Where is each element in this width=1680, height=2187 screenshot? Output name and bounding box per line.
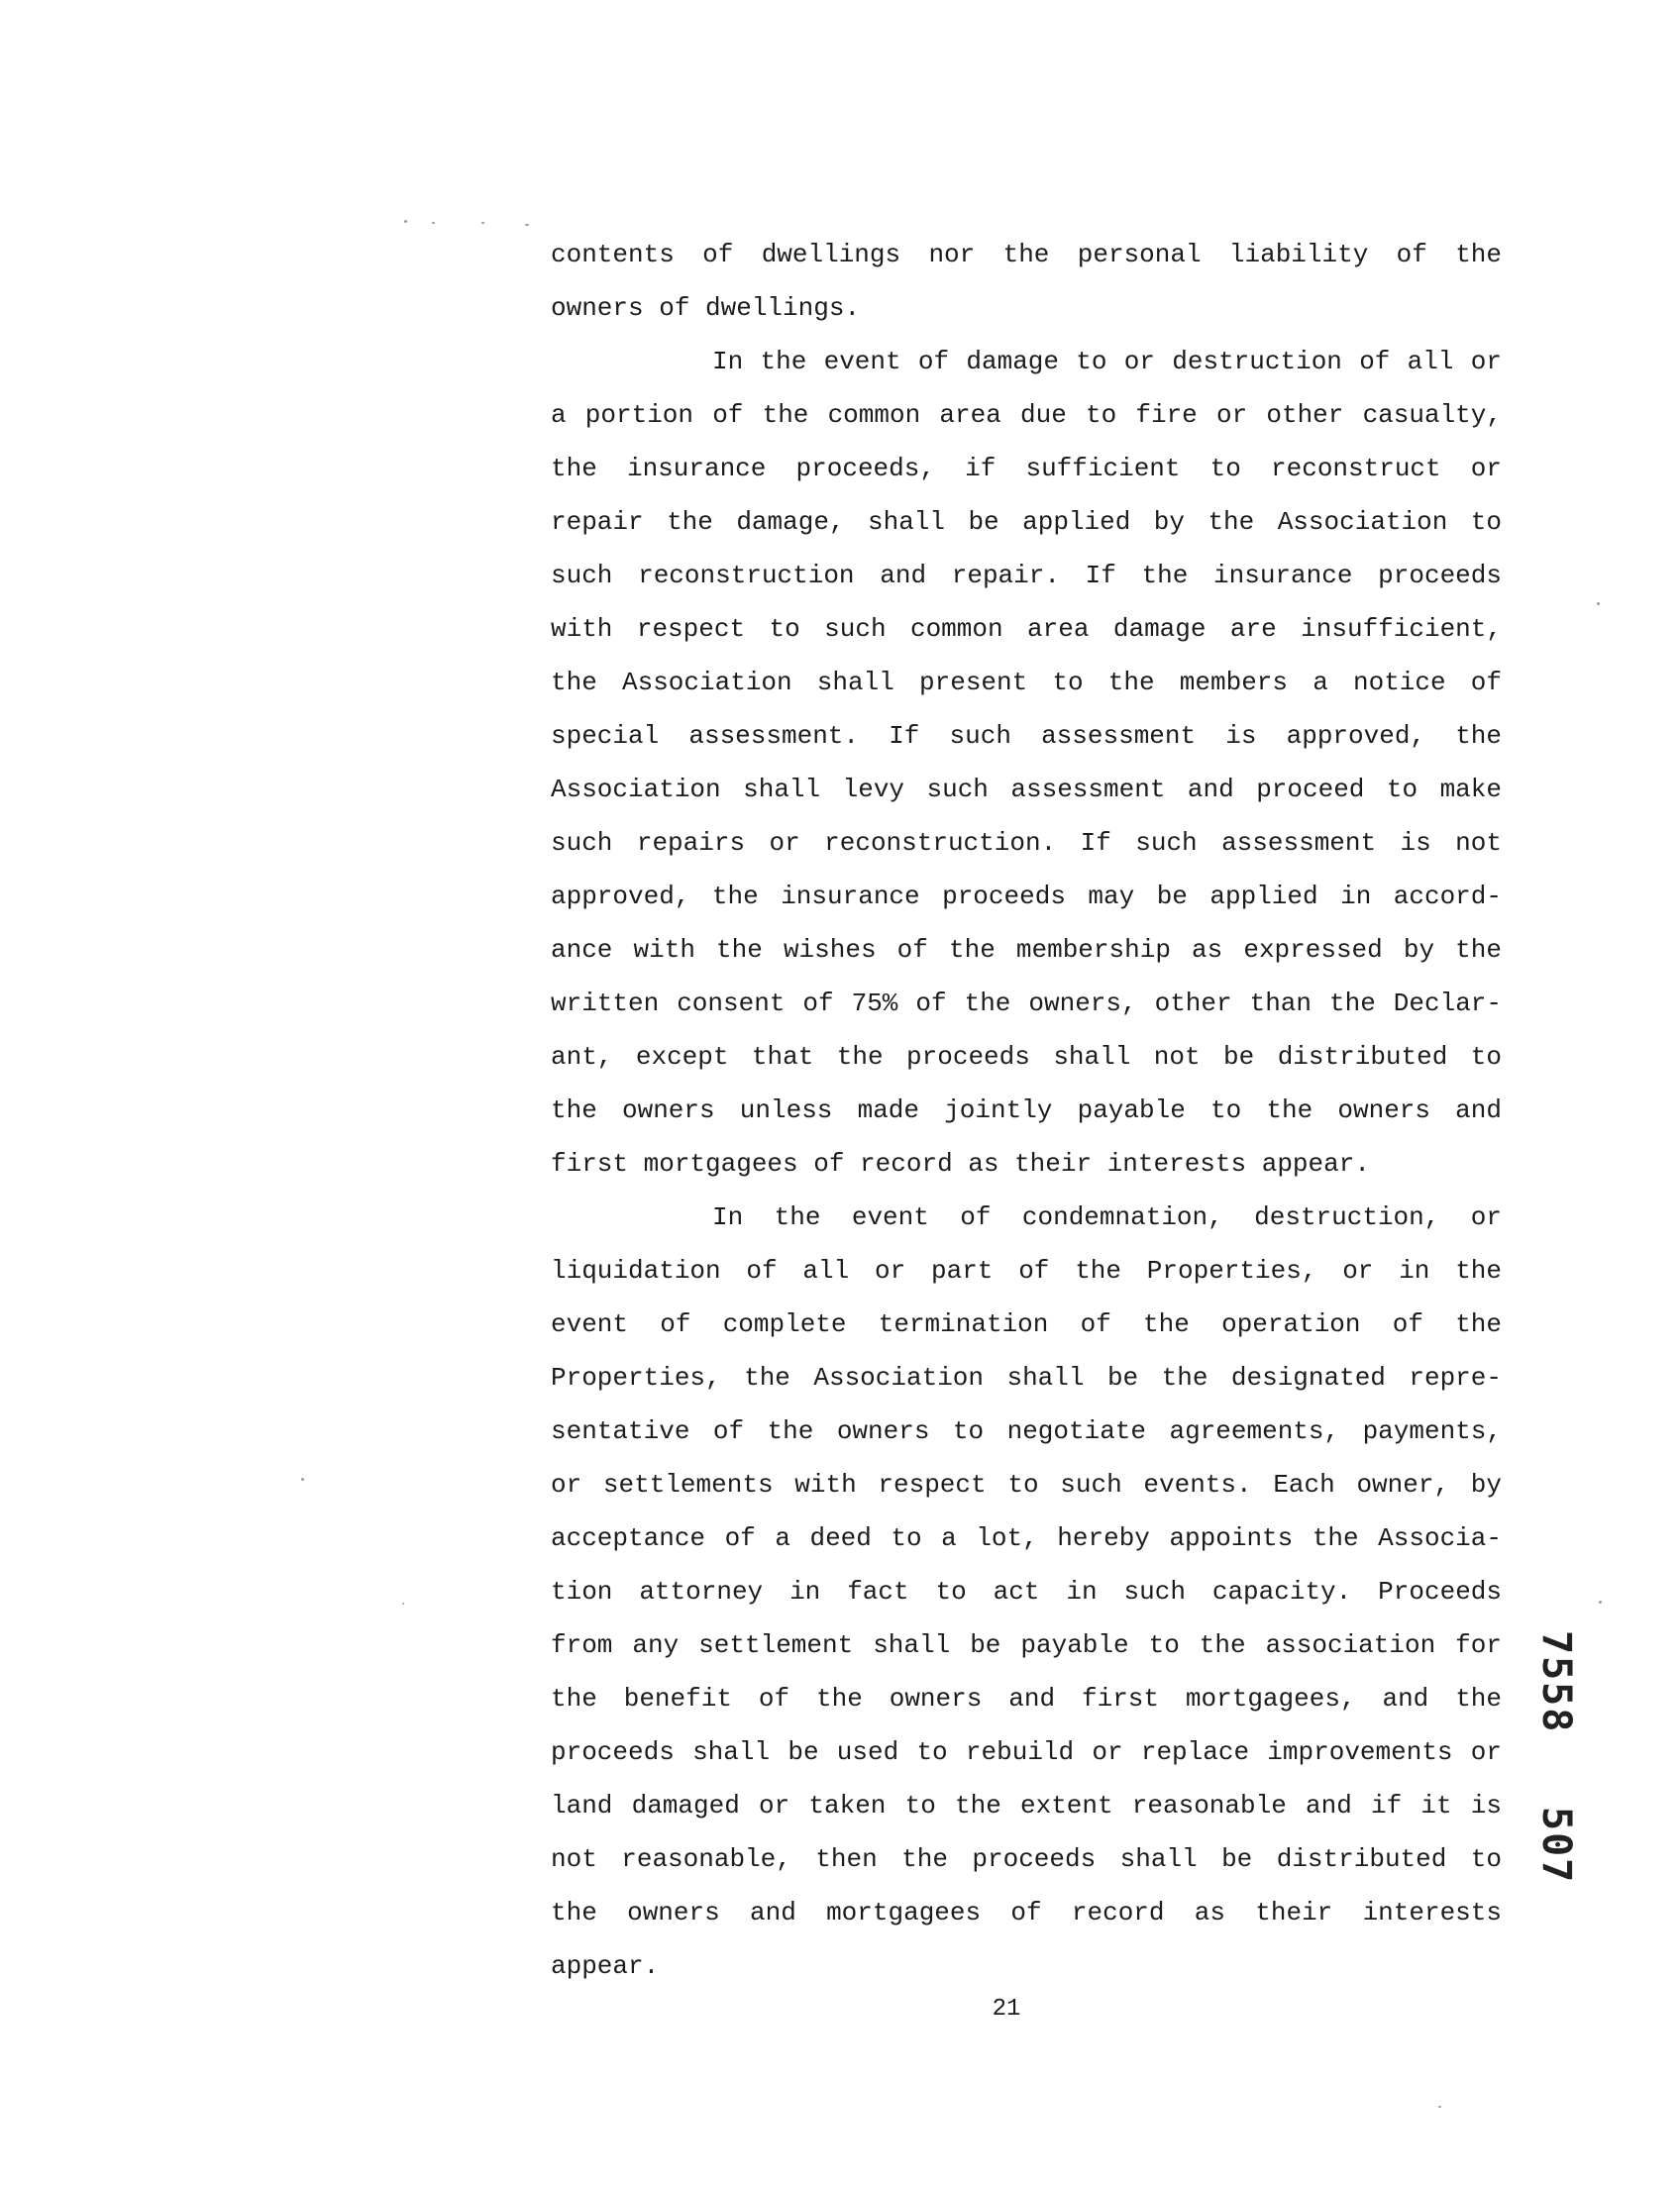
text-line: land damaged or taken to the extent reasonable and if it is <box>551 1791 1502 1821</box>
scan-speck <box>301 1478 304 1481</box>
paragraph-start-line: In the event of damage to or destruction of all or <box>712 347 1502 376</box>
stamp-page-number: 507 <box>1533 1807 1579 1885</box>
page-number: 21 <box>992 1996 1021 2023</box>
text-line: liquidation of all or part of the Properties, or in the <box>551 1256 1502 1286</box>
scan-speck <box>1438 2106 1441 2108</box>
scan-speck <box>402 1603 404 1605</box>
scan-speck <box>404 220 407 223</box>
body-text <box>551 228 1502 1993</box>
text-line: acceptance of a deed to a lot, hereby appoints the Associa- <box>551 1523 1502 1553</box>
text-line: Association shall levy such assessment and proceed to make <box>551 775 1502 804</box>
text-line: or settlements with respect to such events. Each owner, by <box>551 1470 1502 1500</box>
text-line: sentative of the owners to negotiate agreements, payments, <box>551 1416 1502 1446</box>
text-line: the owners and mortgagees of record as their interests <box>551 1898 1502 1927</box>
text-line: such repairs or reconstruction. If such assessment is not <box>551 828 1502 858</box>
text-line: the owners unless made jointly payable to the owners and <box>551 1095 1502 1125</box>
paragraph-start-line: In the event of condemnation, destruction, or <box>712 1202 1502 1232</box>
scan-speck <box>1597 602 1600 605</box>
text-line: not reasonable, then the proceeds shall be distributed to <box>551 1844 1502 1874</box>
text-line: the insurance proceeds, if sufficient to reconstruct or <box>551 454 1502 483</box>
text-line: from any settlement shall be payable to the association for <box>551 1630 1502 1660</box>
text-line: appear. <box>551 1951 660 1981</box>
text-line: a portion of the common area due to fire or other casualty, <box>551 400 1502 430</box>
text-line: Properties, the Association shall be the designated repre- <box>551 1363 1502 1393</box>
stamp-book-number: 7558 <box>1533 1630 1579 1734</box>
text-line: event of complete termination of the operation of the <box>551 1309 1502 1339</box>
text-line: repair the damage, shall be applied by the Association to <box>551 507 1502 537</box>
text-line: proceeds shall be used to rebuild or replace improvements or <box>551 1737 1502 1767</box>
text-line: the Association shall present to the members a notice of <box>551 668 1502 697</box>
text-line: ance with the wishes of the membership as expressed by the <box>551 935 1502 965</box>
text-line: tion attorney in fact to act in such capacity. Proceeds <box>551 1577 1502 1607</box>
text-line: approved, the insurance proceeds may be applied in accord- <box>551 882 1502 911</box>
text-line: ant, except that the proceeds shall not be distributed to <box>551 1042 1502 1072</box>
text-line: owners of dwellings. <box>551 293 861 323</box>
text-line: first mortgagees of record as their interests appear. <box>551 1149 1370 1179</box>
text-line: written consent of 75% of the owners, other than the Declar- <box>551 989 1502 1018</box>
recording-stamp <box>1533 1616 1579 1914</box>
text-line: with respect to such common area damage are insufficient, <box>551 614 1502 644</box>
text-line: special assessment. If such assessment is approved, the <box>551 721 1502 751</box>
text-line: the benefit of the owners and first mortgagees, and the <box>551 1684 1502 1714</box>
scan-speck <box>1599 1601 1602 1604</box>
scan-speck <box>525 224 529 226</box>
scan-speck <box>432 222 435 224</box>
text-line: such reconstruction and repair. If the insurance proceeds <box>551 561 1502 590</box>
scan-speck <box>481 222 484 224</box>
text-line: contents of dwellings nor the personal liability of the <box>551 240 1502 269</box>
